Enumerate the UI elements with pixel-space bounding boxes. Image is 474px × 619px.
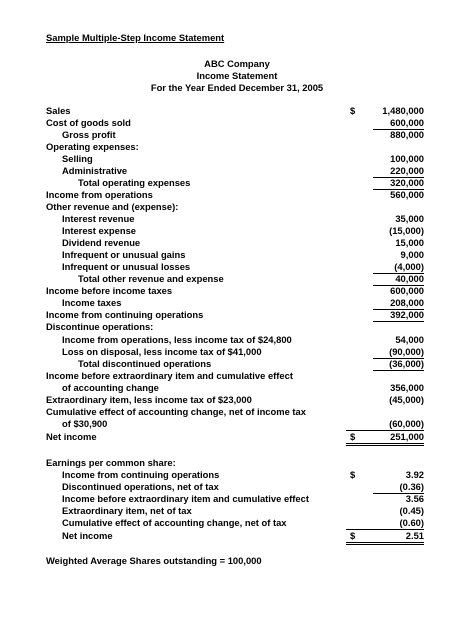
row-label-income-before-extraordinary: Income before extraordinary item and cumulative effect	[46, 370, 293, 381]
double-rule	[346, 445, 424, 446]
row-label-net-income: Net income	[46, 431, 97, 442]
row-value-administrative: 220,000	[390, 165, 424, 176]
row-value-income-before-taxes: 600,000	[390, 285, 424, 296]
row-label-of-30900: of $30,900	[62, 418, 108, 429]
eps-value-extraordinary: (0.45)	[399, 505, 424, 516]
row-label-total-other-revenue: Total other revenue and expense	[78, 273, 224, 284]
row-value-selling: 100,000	[390, 153, 424, 164]
row-value-interest-revenue: 35,000	[395, 213, 424, 224]
currency-symbol: $	[350, 105, 356, 116]
eps-label-cumulative-effect: Cumulative effect of accounting change, net of tax	[62, 517, 287, 528]
row-value-income-from-operations-tax: 54,000	[395, 334, 424, 345]
double-rule	[346, 542, 424, 543]
eps-heading: Earnings per common share:	[46, 457, 176, 468]
row-label-sales: Sales	[46, 105, 71, 116]
row-value-income-from-operations: 560,000	[390, 189, 424, 200]
row-value-income-continuing-ops: 392,000	[390, 309, 424, 320]
eps-label-discontinued: Discontinued operations, net of tax	[62, 481, 219, 492]
currency-symbol: $	[350, 530, 356, 541]
row-value-extraordinary-item: (45,000)	[389, 394, 424, 405]
eps-label-net-income: Net income	[62, 530, 113, 541]
row-value-unusual-gains: 9,000	[400, 249, 424, 260]
double-rule	[346, 544, 424, 545]
row-label-income-from-operations: Income from operations	[46, 189, 153, 200]
company-name: ABC Company	[204, 58, 270, 69]
row-value-interest-expense: (15,000)	[389, 225, 424, 236]
row-value-unusual-losses: (4,000)	[394, 261, 424, 272]
currency-symbol: $	[350, 469, 356, 480]
eps-label-continuing-ops: Income from continuing operations	[62, 469, 220, 480]
subtotal-rule	[373, 321, 424, 322]
row-label-unusual-losses: Infrequent or unusual losses	[62, 261, 191, 272]
row-label-total-operating-expenses: Total operating expenses	[78, 177, 191, 188]
eps-value-net-income: 2.51	[405, 530, 424, 541]
section-label-other-revenue: Other revenue and (expense):	[46, 201, 179, 212]
row-label-income-taxes: Income taxes	[62, 297, 122, 308]
eps-label-extraordinary: Extraordinary item, net of tax	[62, 505, 192, 516]
row-value-cost-of-goods-sold: 600,000	[390, 117, 424, 128]
row-label-administrative: Administrative	[62, 165, 128, 176]
double-rule	[346, 443, 424, 444]
row-label-selling: Selling	[62, 153, 93, 164]
row-value-of-accounting-change: 356,000	[390, 382, 424, 393]
weighted-average-shares: Weighted Average Shares outstanding = 100,000	[46, 555, 262, 566]
row-label-cost-of-goods-sold: Cost of goods sold	[46, 117, 131, 128]
row-label-unusual-gains: Infrequent or unusual gains	[62, 249, 186, 260]
statement-period: For the Year Ended December 31, 2005	[150, 82, 324, 93]
statement-name: Income Statement	[196, 70, 278, 81]
row-value-total-operating-expenses: 320,000	[390, 177, 424, 188]
row-value-cumulative-effect: (60,000)	[389, 418, 424, 429]
row-label-income-continuing-ops: Income from continuing operations	[46, 309, 204, 320]
row-value-dividend-revenue: 15,000	[395, 237, 424, 248]
eps-value-continuing-ops: 3.92	[405, 469, 424, 480]
row-value-loss-on-disposal: (90,000)	[389, 346, 424, 357]
eps-value-cumulative-effect: (0.60)	[399, 517, 424, 528]
row-label-extraordinary-item: Extraordinary item, less income tax of $23,000	[46, 394, 252, 405]
subtotal-rule	[373, 370, 424, 371]
row-value-total-other-revenue: 40,000	[395, 273, 424, 284]
row-value-total-discontinued: (36,000)	[389, 358, 424, 369]
currency-symbol: $	[350, 431, 356, 442]
row-label-income-from-operations-tax: Income from operations, less income tax of $24,800	[62, 334, 292, 345]
section-label-operating-expenses: Operating expenses:	[46, 141, 139, 152]
section-label-discontinue-operations: Discontinue operations:	[46, 321, 154, 332]
row-label-loss-on-disposal: Loss on disposal, less income tax of $41,000	[62, 346, 262, 357]
row-label-gross-profit: Gross profit	[62, 129, 116, 140]
row-label-of-accounting-change: of accounting change	[62, 382, 159, 393]
row-label-interest-expense: Interest expense	[62, 225, 136, 236]
eps-label-before-extraordinary: Income before extraordinary item and cumulative effect	[62, 493, 309, 504]
row-label-interest-revenue: Interest revenue	[62, 213, 135, 224]
row-value-gross-profit: 880,000	[390, 129, 424, 140]
eps-value-before-extraordinary: 3.56	[405, 493, 424, 504]
document-title: Sample Multiple-Step Income Statement	[46, 32, 225, 43]
row-value-income-taxes: 208,000	[390, 297, 424, 308]
eps-value-discontinued: (0.36)	[399, 481, 424, 492]
row-label-cumulative-effect: Cumulative effect of accounting change, net of income tax	[46, 406, 306, 417]
row-label-total-discontinued: Total discontinued operations	[78, 358, 212, 369]
row-value-net-income: 251,000	[390, 431, 424, 442]
row-label-dividend-revenue: Dividend revenue	[62, 237, 141, 248]
row-label-income-before-taxes: Income before income taxes	[46, 285, 173, 296]
row-value-sales: 1,480,000	[382, 105, 424, 116]
